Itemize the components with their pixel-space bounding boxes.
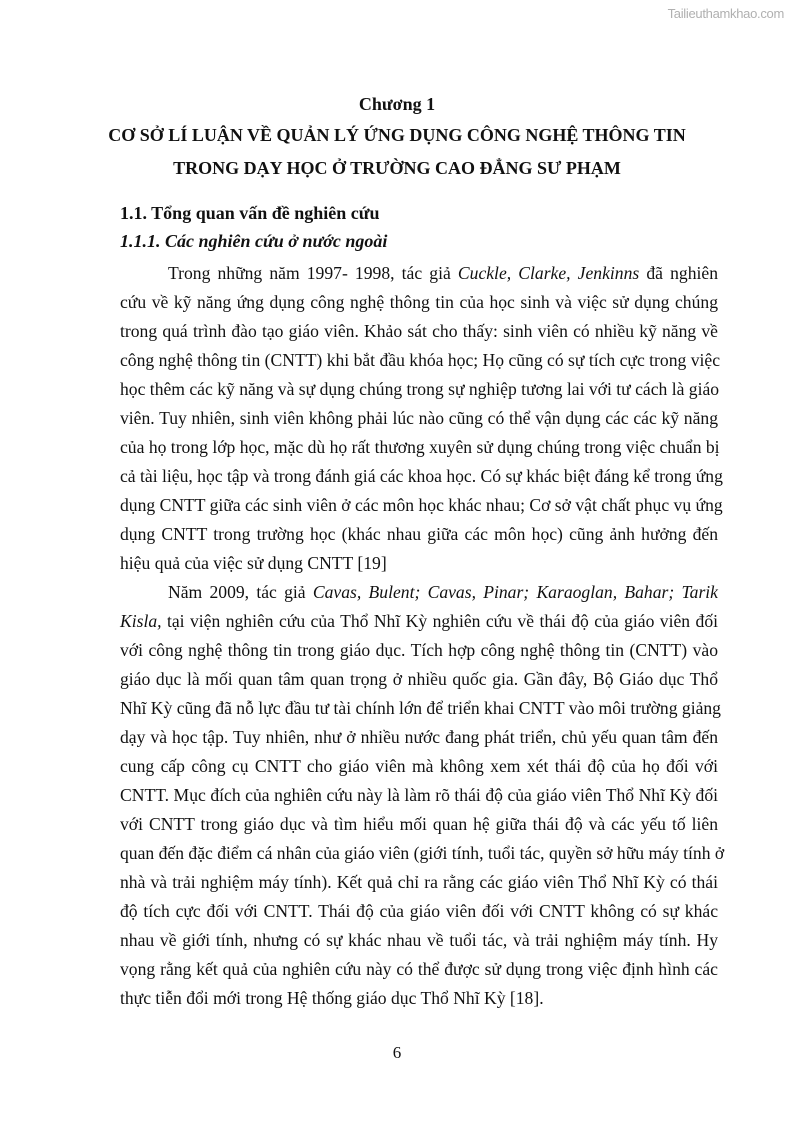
paragraph-line bbox=[120, 668, 718, 690]
text-segment: Năm 2009, tác giả bbox=[168, 582, 313, 602]
author-names: Cavas, Bulent; Cavas, Pinar; Karaoglan, Bahar; Tarik bbox=[312, 582, 718, 602]
paragraph-line bbox=[120, 929, 718, 951]
watermark: Tailieuthamkhao.com bbox=[667, 6, 784, 21]
chapter-title-line-2: TRONG DẠY HỌC Ở TRƯỜNG CAO ĐẲNG SƯ PHẠM bbox=[173, 158, 621, 178]
text-segment: CNTT. Mục đích của nghiên cứu này là làm rõ thái độ của giáo viên Thổ Nhĩ Kỳ đối bbox=[120, 785, 718, 805]
paragraph-line bbox=[120, 726, 718, 748]
paragraph-line bbox=[168, 262, 718, 284]
paragraph-line bbox=[120, 407, 718, 429]
paragraph-line bbox=[120, 987, 718, 1009]
text-segment: đã nghiên bbox=[639, 263, 718, 283]
text-segment: học thêm các kỹ năng và sự dụng chúng trong sự nghiệp tương lai với tư cách là giáo bbox=[120, 379, 720, 399]
paragraph-line bbox=[120, 755, 718, 777]
text-segment: cả tài liệu, học tập và trong đánh giá các khoa học. Có sự khác biệt đáng kể trong ứng bbox=[120, 466, 723, 486]
text-segment: dạy và học tập. Tuy nhiên, như ở nhiều nước đang phát triển, chủ yếu quan tâm đến bbox=[120, 727, 718, 747]
text-segment: Trong những năm 1997- 1998, tác giả bbox=[168, 263, 458, 283]
text-segment: thực tiễn đổi mới trong Hệ thống giáo dục Thổ Nhĩ Kỳ [18]. bbox=[120, 988, 544, 1008]
text-segment: Nhĩ Kỳ cũng đã nỗ lực đầu tư tài chính lớn để triển khai CNTT vào môi trường giảng bbox=[120, 698, 721, 718]
author-names: Kisla, bbox=[120, 611, 162, 631]
paragraph-line bbox=[120, 900, 718, 922]
paragraph-line bbox=[120, 378, 718, 400]
text-segment: công nghệ thông tin (CNTT) khi bắt đầu khóa học; Họ cũng có sự tích cực trong việc bbox=[120, 350, 721, 370]
text-segment: với công nghệ thông tin trong giáo dục. Tích hợp công nghệ thông tin (CNTT) vào bbox=[120, 640, 718, 660]
paragraph-line bbox=[120, 320, 718, 342]
paragraph-line bbox=[120, 842, 725, 864]
paragraph-line bbox=[120, 291, 718, 313]
paragraph-line bbox=[120, 871, 718, 893]
paragraph-line bbox=[120, 610, 718, 632]
text-segment: tại viện nghiên cứu của Thổ Nhĩ Kỳ nghiên cứu về thái độ của giáo viên đối bbox=[161, 611, 718, 631]
paragraph-line bbox=[120, 523, 718, 545]
text-segment: trong quá trình đào tạo giáo viên. Khảo sát cho thấy: sinh viên có nhiều kỹ năng về bbox=[120, 321, 718, 341]
text-segment: viên. Tuy nhiên, sinh viên không phải lúc nào cũng có thể vận dụng các các kỹ năng bbox=[120, 408, 718, 428]
paragraph-line bbox=[120, 639, 718, 661]
paragraph-line bbox=[120, 465, 723, 487]
paragraph-line bbox=[120, 784, 718, 806]
text-segment: hiệu quả của việc sử dụng CNTT [19] bbox=[120, 553, 387, 573]
text-segment: dụng CNTT trong trường học (khác nhau giữa các môn học) cũng ảnh hưởng đến bbox=[120, 524, 718, 544]
chapter-heading: Chương 1 bbox=[358, 94, 436, 114]
text-segment: vọng rằng kết quả của nghiên cứu này có thể được sử dụng trong việc định hình các bbox=[120, 959, 718, 979]
text-segment: của họ trong lớp học, mặc dù họ rất thương xuyên sử dụng chúng trong việc chuẩn bị bbox=[120, 437, 720, 457]
paragraph-line bbox=[168, 581, 718, 603]
paragraph-line bbox=[120, 958, 718, 980]
chapter-title-line-1: CƠ SỞ LÍ LUẬN VỀ QUẢN LÝ ỨNG DỤNG CÔNG NGHỆ THÔNG TIN bbox=[108, 125, 686, 145]
text-segment: dụng CNTT giữa các sinh viên ở các môn học khác nhau; Cơ sở vật chất phục vụ ứng bbox=[120, 495, 723, 515]
subsection-heading: 1.1.1. Các nghiên cứu ở nước ngoài bbox=[120, 231, 388, 251]
text-segment: nhà và trải nghiệm máy tính). Kết quả chỉ ra rằng các giáo viên Thổ Nhĩ Kỳ có thái bbox=[120, 872, 718, 892]
paragraph-line bbox=[120, 697, 721, 719]
text-segment: cung cấp công cụ CNTT cho giáo viên mà không xem xét thái độ của họ đối với bbox=[120, 756, 718, 776]
text-segment: cứu về kỹ năng ứng dụng công nghệ thông tin của học sinh và việc sử dụng chúng bbox=[120, 292, 718, 312]
paragraph-line bbox=[120, 494, 723, 516]
section-heading: 1.1. Tổng quan vấn đề nghiên cứu bbox=[120, 203, 380, 223]
author-names: Cuckle, Clarke, Jenkinns bbox=[457, 263, 640, 283]
paragraph-line bbox=[120, 349, 721, 371]
text-segment: giáo dục là mối quan tâm quan trọng ở nhiều quốc gia. Gần đây, Bộ Giáo dục Thổ bbox=[120, 669, 718, 689]
text-segment: quan đến đặc điểm cá nhân của giáo viên (giới tính, tuổi tác, quyền sở hữu máy tính ở bbox=[120, 843, 725, 863]
text-segment: độ tích cực đối với CNTT. Thái độ của giáo viên đối với CNTT không có sự khác bbox=[120, 901, 718, 921]
paragraph-line bbox=[120, 552, 718, 574]
page-number: 6 bbox=[392, 1043, 402, 1062]
text-segment: với CNTT trong giáo dục và tìm hiểu mối quan hệ giữa thái độ và các yếu tố liên bbox=[120, 814, 718, 834]
text-segment: nhau về giới tính, nhưng có sự khác nhau về tuổi tác, và trải nghiệm máy tính. Hy bbox=[120, 930, 718, 950]
paragraph-line bbox=[120, 436, 718, 458]
paragraph-line bbox=[120, 813, 718, 835]
